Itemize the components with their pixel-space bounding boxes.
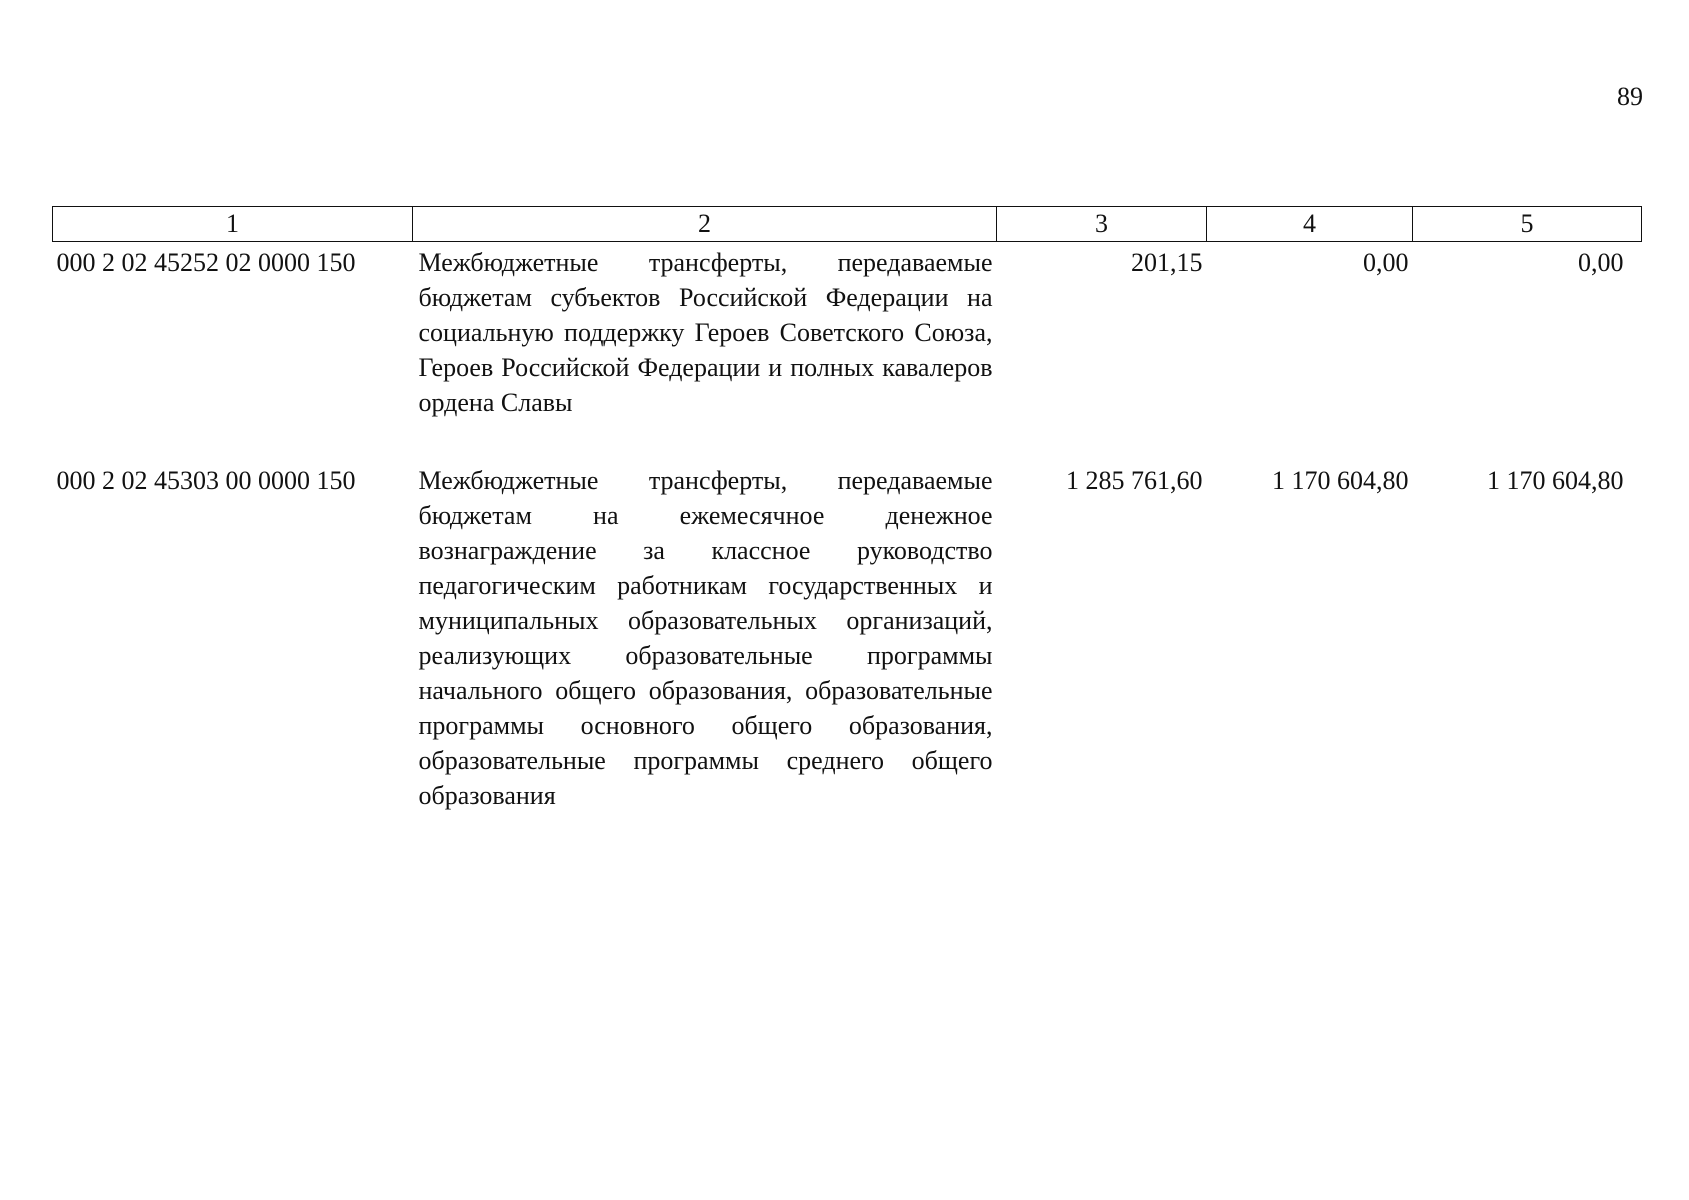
page-number: 89 [1617, 82, 1643, 111]
row-value-col4: 1 170 604,80 [1272, 466, 1409, 495]
row-value-col4: 0,00 [1363, 248, 1409, 277]
header-col-1: 1 [53, 207, 413, 242]
table-row [53, 460, 1642, 813]
row-code: 000 2 02 45303 00 0000 150 [56, 466, 356, 495]
row-description: Межбюджетные трансферты, передаваемые бюджетам субъектов Российской Федерации на социальную поддержку Героев Советского Союза, Героев Российской Федерации и полных кавалеров ордена Славы [418, 248, 993, 417]
row-value-col3: 1 285 761,60 [1066, 466, 1203, 495]
row-code: 000 2 02 45252 02 0000 150 [56, 248, 356, 277]
header-col-5: 5 [1413, 207, 1642, 242]
row-value-col5: 0,00 [1578, 248, 1624, 277]
table-header [53, 207, 1642, 242]
row-value-col3: 201,15 [1131, 248, 1203, 277]
table-body [53, 242, 1642, 814]
row-description: Межбюджетные трансферты, передаваемые бюджетам на ежемесячное денежное вознаграждение за классное руководство педагогическим работникам государственных и муниципальных образовательных организаций, реализующих образовательные программы начального общего образования, образовательные программы основного общего образования, образовательные программы среднего общего образования [418, 466, 993, 810]
header-row [53, 207, 1642, 242]
budget-table [52, 206, 1642, 813]
header-col-3: 3 [997, 207, 1207, 242]
header-col-2: 2 [413, 207, 997, 242]
table-row [53, 242, 1642, 461]
row-value-col5: 1 170 604,80 [1487, 466, 1624, 495]
header-col-4: 4 [1207, 207, 1413, 242]
